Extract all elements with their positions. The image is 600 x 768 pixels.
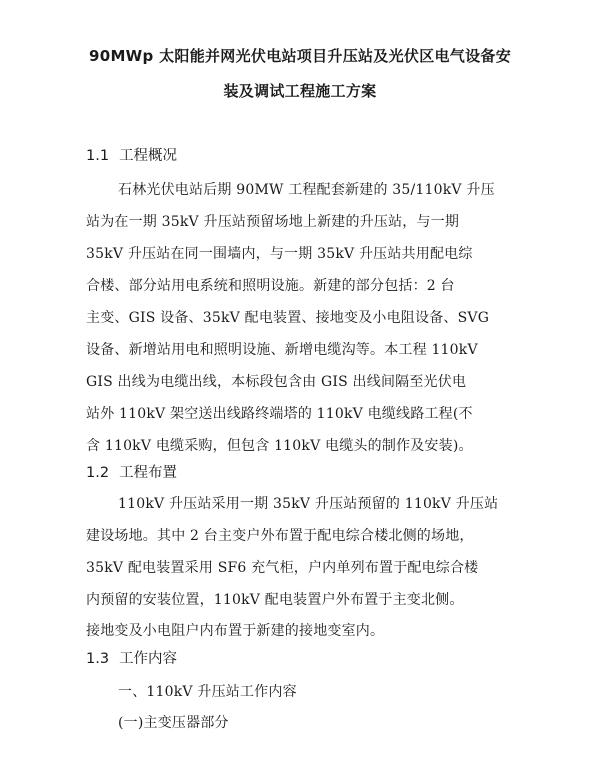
paragraph-line: 35kV 升压站在同一围墙内，与一期 35kV 升压站共用配电综 (86, 246, 473, 262)
paragraph-line: 内预留的安装位置，110kV 配电装置户外布置于主变北侧。 (86, 592, 464, 608)
list-item: 一、110kV 升压站工作内容 (118, 684, 297, 700)
list-item: (一)主变压器部分 (118, 715, 229, 731)
paragraph-line: 建设场地。其中 2 台主变户外布置于配电综合楼北侧的场地， (86, 528, 474, 544)
section-title: 工程概况 (119, 148, 178, 164)
section-number: 1.1 (86, 148, 110, 164)
section-heading (86, 144, 177, 165)
paragraph-line: 110kV 升压站采用一期 35kV 升压站预留的 110kV 升压站 (118, 496, 499, 512)
section-title: 工程布置 (119, 465, 178, 481)
section-number: 1.3 (86, 651, 110, 667)
paragraph-line: 接地变及小电阻户内布置于新建的接地变室内。 (86, 623, 385, 639)
section-title: 工作内容 (119, 651, 178, 667)
section-number: 1.2 (86, 465, 110, 481)
paragraph-line: 站外 110kV 架空送出线路终端塔的 110kV 电缆线路工程(不 (86, 406, 473, 422)
paragraph-line: 主变、GIS 设备、35kV 配电装置、接地变及小电阻设备、SVG (86, 310, 490, 326)
paragraph-line: 含 110kV 电缆采购，但包含 110kV 电缆头的制作及安装)。 (86, 438, 473, 454)
section-heading (86, 461, 177, 482)
document-title-line-2: 装及调试工程施工方案 (223, 82, 377, 100)
paragraph-line: 35kV 配电装置采用 SF6 充气柜，户内单列布置于配电综合楼 (86, 560, 479, 576)
paragraph-line: 合楼、部分站用电系统和照明设施。新建的部分包括：2 台 (86, 278, 455, 294)
paragraph-line: GIS 出线为电缆出线，本标段包含由 GIS 出线间隔至光伏电 (86, 374, 467, 390)
section-heading (86, 647, 177, 668)
paragraph-line: 石林光伏电站后期 90MW 工程配套新建的 35/110kV 升压 (118, 182, 495, 198)
document-title-line-1: 90MWp 太阳能并网光伏电站项目升压站及光伏区电气设备安 (88, 47, 511, 65)
paragraph-line: 设备、新增站用电和照明设施、新增电缆沟等。本工程 110kV (86, 342, 478, 358)
paragraph-line: 站为在一期 35kV 升压站预留场地上新建的升压站，与一期 (86, 214, 460, 230)
